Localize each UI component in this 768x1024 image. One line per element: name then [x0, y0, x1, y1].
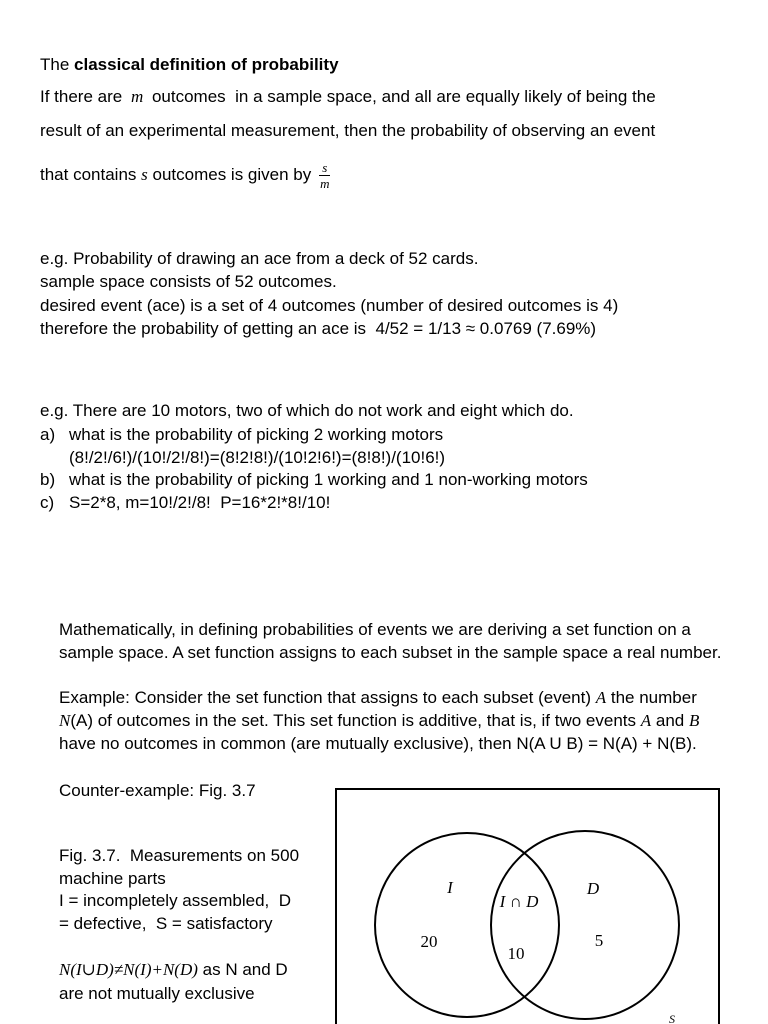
- variable-n: N: [59, 711, 71, 730]
- ace-example-line: e.g. Probability of drawing an ace from a deck of 52 cards.: [40, 249, 479, 268]
- list-marker: b): [40, 470, 56, 489]
- venn-label-i: I: [447, 878, 453, 897]
- venn-diagram: [335, 788, 721, 1024]
- ace-example-line: sample space consists of 52 outcomes.: [40, 272, 337, 291]
- list-item-text: S=2*8, m=10!/2!/8! P=16*2!*8!/10!: [69, 493, 331, 512]
- list-marker: a): [40, 425, 56, 444]
- example-line-1-end: the number: [610, 688, 697, 707]
- list-marker: c): [40, 493, 55, 512]
- definition-line-1-start: If there are: [40, 87, 123, 106]
- set-function-paragraph-line: sample space. A set function assigns to each subset in the sample space a real number.: [59, 643, 722, 662]
- venn-label-intersection: I ∩ D: [499, 892, 539, 911]
- inequality-expression: N(I∪D)≠N(I)+N(D): [59, 960, 198, 979]
- list-item-detail: (8!/2!/6!)/(10!/2!/8!)=(8!2!8!)/(10!2!6!)=(8!8!)/(10!6!): [69, 448, 446, 467]
- example-line-2: [59, 710, 699, 732]
- variable-s: s: [141, 164, 148, 184]
- list-item-text: what is the probability of picking 1 working and 1 non-working motors: [69, 470, 588, 489]
- venn-label-s: S: [669, 1012, 675, 1024]
- variable-b: B: [689, 711, 700, 730]
- figure-caption-line: machine parts: [59, 869, 166, 888]
- inequality-line-2: are not mutually exclusive: [59, 984, 255, 1003]
- example-line-1-start: Example: Consider the set function that assigns to each subset (event): [59, 688, 592, 707]
- example-line-3: have no outcomes in common (are mutually exclusive), then N(A U B) = N(A) + N(B).: [59, 734, 697, 753]
- definition-line-3-end: outcomes is given by: [152, 164, 312, 184]
- counter-example-label: Counter-example: Fig. 3.7: [59, 781, 256, 800]
- venn-circle-i: [375, 833, 559, 1017]
- inequality-line: [59, 959, 288, 981]
- ace-example-line: therefore the probability of getting an ace is 4/52 = 1/13 ≈ 0.0769 (7.69%): [40, 319, 597, 338]
- fraction-denominator: m: [320, 176, 330, 191]
- venn-circle-d: [491, 831, 679, 1019]
- venn-count-d-only: 5: [594, 931, 604, 950]
- definition-line-3: [40, 161, 330, 190]
- definition-line-1: [40, 86, 656, 108]
- figure-caption-line: Fig. 3.7. Measurements on 500: [59, 846, 300, 865]
- probability-fraction: [319, 161, 330, 190]
- inequality-suffix: as N and D: [202, 960, 288, 979]
- example-line-2-and: and: [655, 711, 685, 730]
- title-prefix: The: [40, 55, 70, 74]
- venn-count-intersection: 10: [507, 944, 525, 963]
- list-item-text: what is the probability of picking 2 working motors: [69, 425, 444, 444]
- definition-line-2: result of an experimental measurement, then the probability of observing an event: [40, 121, 656, 140]
- section-title: [40, 54, 339, 76]
- figure-caption-line: = defective, S = satisfactory: [59, 914, 273, 933]
- example-line-1: [59, 687, 697, 709]
- example-line-2-mid: (A) of outcomes in the set. This set function is additive, that is, if two events: [70, 711, 637, 730]
- fraction-numerator: s: [319, 161, 330, 176]
- definition-line-3-start: that contains: [40, 164, 137, 184]
- venn-label-d: D: [586, 879, 600, 898]
- variable-a: A: [640, 711, 652, 730]
- venn-count-i-only: 20: [420, 932, 438, 951]
- variable-a: A: [595, 688, 607, 707]
- motor-example-intro: e.g. There are 10 motors, two of which do not work and eight which do.: [40, 401, 574, 420]
- definition-line-1-end: outcomes in a sample space, and all are equally likely of being the: [151, 87, 656, 106]
- ace-example-line: desired event (ace) is a set of 4 outcomes (number of desired outcomes is 4): [40, 296, 619, 315]
- variable-m: m: [130, 87, 144, 106]
- figure-caption-line: I = incompletely assembled, D: [59, 891, 291, 910]
- set-function-paragraph-line: Mathematically, in defining probabilities of events we are deriving a set function on a: [59, 620, 691, 639]
- title-bold: classical definition of probability: [74, 55, 339, 74]
